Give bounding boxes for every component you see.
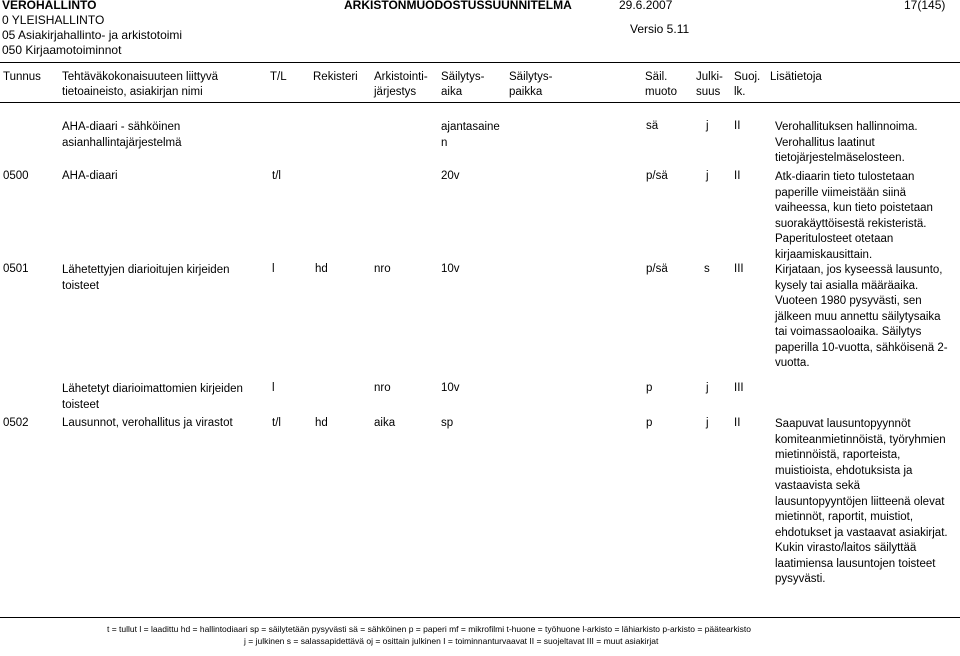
col-suojaus-2: lk. <box>734 86 746 98</box>
row-4-julkisuus: j <box>706 382 709 394</box>
col-tehtava-1: Tehtäväkokonaisuuteen liittyvä <box>62 71 218 83</box>
row-2-sailytysaika: 20v <box>441 170 460 182</box>
row-2-tl: t/l <box>272 170 281 182</box>
row-4-tl: l <box>272 382 275 394</box>
row-2-suojaus: II <box>734 170 741 182</box>
row-4-name: Lähetetyt diarioimattomien kirjeiden toisteet <box>62 383 243 411</box>
row-4-sailytysaika: 10v <box>441 382 460 394</box>
row-3-julkisuus: s <box>704 263 710 275</box>
row-3-tunnus: 0501 <box>3 263 29 275</box>
row-5-arkistointi: aika <box>374 417 396 429</box>
row-5-tunnus: 0502 <box>3 417 29 429</box>
row-2-tunnus: 0500 <box>3 170 29 182</box>
row-1-muoto: sä <box>646 120 659 132</box>
page-number: 17(145) <box>904 0 946 12</box>
col-sailytysaika-1: Säilytys- <box>441 71 485 83</box>
row-5-tl: t/l <box>272 417 281 429</box>
document-version: Versio 5.11 <box>630 22 690 36</box>
col-sailytysaika-2: aika <box>441 86 463 98</box>
row-1-julkisuus: j <box>706 120 709 132</box>
col-sailmuoto-1: Säil. <box>645 71 668 83</box>
col-sailmuoto-2: muoto <box>645 86 677 98</box>
org-name: VEROHALLINTO <box>2 0 97 12</box>
document-title: ARKISTONMUODOSTUSSUUNNITELMA <box>344 0 572 12</box>
footer-rule <box>0 617 960 618</box>
header-top-rule <box>0 62 960 63</box>
col-sailytyspaikka-2: paikka <box>509 86 543 98</box>
row-5-rekisteri: hd <box>315 417 328 429</box>
row-4-muoto: p <box>646 382 653 394</box>
row-4-arkistointi: nro <box>374 382 391 394</box>
col-tl: T/L <box>270 71 287 83</box>
col-arkistointi-2: järjestys <box>374 86 417 98</box>
row-2-julkisuus: j <box>706 170 709 182</box>
col-julkisuus-1: Julki- <box>696 71 723 83</box>
col-arkistointi-1: Arkistointi- <box>374 71 428 83</box>
row-3-rekisteri: hd <box>315 263 328 275</box>
row-5-sailytysaika: sp <box>441 417 454 429</box>
row-3-muoto: p/sä <box>646 263 668 275</box>
row-1-sailytysaika: ajantasaine n <box>441 121 500 149</box>
row-3-suojaus: III <box>734 263 744 275</box>
header-bottom-rule <box>0 102 960 103</box>
row-3-arkistointi: nro <box>374 263 391 275</box>
row-5-julkisuus: j <box>706 417 709 429</box>
col-suojaus-1: Suoj. <box>734 71 761 83</box>
row-2-lisatietoja: Atk-diaarin tieto tulostetaan paperille viimeistään siinä vaiheessa, kun tieto poistetaan suorakäyttöisestä rekisteristä. Paperitulosteet otetaan kirjaamiskausittain. <box>775 171 933 261</box>
col-sailytyspaikka-1: Säilytys- <box>509 71 553 83</box>
row-4-suojaus: III <box>734 382 744 394</box>
col-tehtava-2: tietoaineisto, asiakirjan nimi <box>62 86 203 98</box>
col-rekisteri: Rekisteri <box>313 71 358 83</box>
col-tunnus: Tunnus <box>3 71 41 83</box>
row-1-lisatietoja: Verohallituksen hallinnoima. Verohallitus laatinut tietojärjestelmäselosteen. <box>775 121 918 164</box>
row-3-tl: l <box>272 263 275 275</box>
col-julkisuus-2: suus <box>696 86 721 98</box>
col-lisatietoja: Lisätietoja <box>770 71 822 83</box>
row-2-muoto: p/sä <box>646 170 668 182</box>
row-5-muoto: p <box>646 417 653 429</box>
class-level-0: 0 YLEISHALLINTO <box>2 13 105 27</box>
class-level-1: 05 Asiakirjahallinto- ja arkistotoimi <box>2 28 183 42</box>
footer-legend-1: t = tullut l = laadittu hd = hallintodiaari sp = säilytetään pysyvästi sä = sähköinen p = paperi mf = mikrofilmi t-huone = työhuone l-arkisto = lähiarkisto p-arkisto = päätearkisto <box>107 624 751 634</box>
row-3-lisatietoja: Kirjataan, jos kyseessä lausunto, kysely tai asialla määräaika. Vuoteen 1980 pysyvästi, sen jälkeen muu annettu säilytysaika tai voimassaoloaika. Säilytys paperilla 10-vuotta, sähköisenä 2-vuotta. <box>775 264 948 369</box>
document-date: 29.6.2007 <box>619 0 673 12</box>
footer-legend-2: j = julkinen s = salassapidettävä oj = osittain julkinen I = toiminnanturvaavat II = suojeltavat III = muut asiakirjat <box>244 636 659 646</box>
row-5-suojaus: II <box>734 417 741 429</box>
row-5-lisatietoja: Saapuvat lausuntopyynnöt komiteanmietinnöistä, työryhmien mietinnöistä, raporteista, muistioista, ehdotuksista ja vastaavista sekä lausuntopyyntöjen liitteenä olevat mietinnöt, raportit, muistiot, ehdotukset ja vastaavat asiakirjat. Kukin virasto/laitos säilyttää laatimiensa lausuntojen toisteet pysyvästi. <box>775 418 948 585</box>
class-level-2: 050 Kirjaamotoiminnot <box>2 43 122 57</box>
row-2-name: AHA-diaari <box>62 170 118 182</box>
row-1-suojaus: II <box>734 120 741 132</box>
row-3-sailytysaika: 10v <box>441 263 460 275</box>
row-5-name: Lausunnot, verohallitus ja virastot <box>62 417 233 429</box>
row-3-name: Lähetettyjen diarioitujen kirjeiden toisteet <box>62 264 230 292</box>
row-1-name: AHA-diaari - sähköinen asianhallintajärjestelmä <box>62 121 182 149</box>
